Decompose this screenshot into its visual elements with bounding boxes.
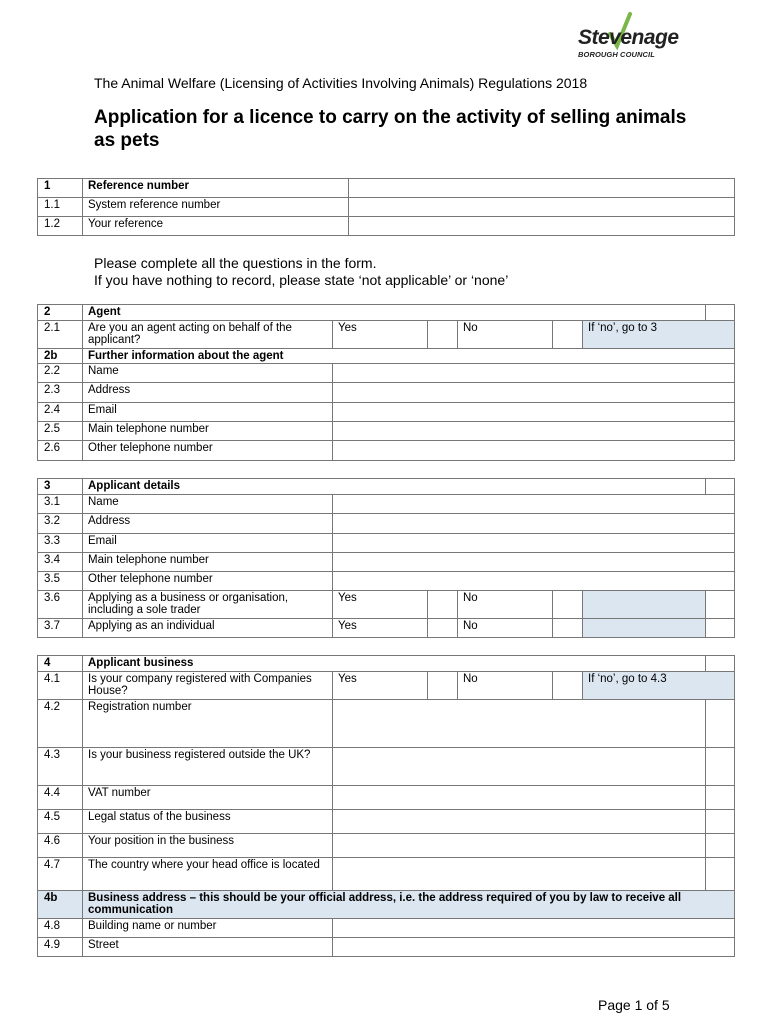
row-number: 2.1 [38,320,83,348]
logo-wordmark: Stevenage [578,26,679,49]
no-label: No [458,590,553,618]
instructions [94,255,508,289]
agent-table [37,304,735,461]
legal-status-field[interactable] [333,809,706,833]
question-label: Is your company registered with Companies House? [83,671,333,699]
question-label: Is your business registered outside the UK? [83,747,333,785]
row-number: 1 [38,179,83,198]
row-number: 3.1 [38,494,83,513]
section-heading: Business address – this should be your official address, i.e. the address required of you by law to receive all communication [83,890,735,918]
question-label: Name [83,364,333,383]
row-number: 2 [38,305,83,321]
question-label: Applying as an individual [83,618,333,637]
blank-cell [706,656,735,672]
question-label: Applying as a business or organisation, including a sole trader [83,590,333,618]
no-label: No [458,671,553,699]
question-label: Other telephone number [83,571,333,590]
applicant-name-field[interactable] [333,494,735,513]
section-heading: Reference number [83,179,349,198]
question-label: Address [83,383,333,403]
applicant-other-phone-field[interactable] [333,571,735,590]
street-field[interactable] [333,937,735,956]
question-label: The country where your head office is located [83,857,333,890]
row-number: 2.6 [38,441,83,461]
row-number: 2.5 [38,422,83,441]
logo-subtitle: BOROUGH COUNCIL [578,50,655,59]
row-number: 4b [38,890,83,918]
agent-other-phone-field[interactable] [333,441,735,461]
row-number: 3.4 [38,552,83,571]
blank-cell [706,809,735,833]
row-number: 3.7 [38,618,83,637]
registered-outside-uk-field[interactable] [333,747,706,785]
blank-cell [706,699,735,747]
blank-cell [706,479,735,495]
row-number: 4.8 [38,918,83,937]
question-label: Street [83,937,333,956]
question-label: Your position in the business [83,833,333,857]
question-label: Other telephone number [83,441,333,461]
page-title: Application for a licence to carry on the activity of selling animals as pets [94,107,687,151]
question-label: Registration number [83,699,333,747]
section-heading: Agent [83,305,706,321]
instruction-line: If you have nothing to record, please state ‘not applicable’ or ‘none’ [94,272,509,288]
yes-label: Yes [333,618,428,637]
question-label: Are you an agent acting on behalf of the applicant? [83,320,333,348]
head-office-country-field[interactable] [333,857,706,890]
council-logo [578,12,678,60]
row-number: 3.2 [38,513,83,533]
your-reference-field[interactable] [349,217,735,236]
skip-note: If ‘no’, go to 3 [583,320,735,348]
yes-label: Yes [333,320,428,348]
row-number: 4.2 [38,699,83,747]
no-label: No [458,618,553,637]
row-number: 4.1 [38,671,83,699]
applicant-address-field[interactable] [333,513,735,533]
row-number: 4.5 [38,809,83,833]
blank-cell [706,618,735,637]
question-label: VAT number [83,785,333,809]
question-label: Building name or number [83,918,333,937]
row-number: 4.3 [38,747,83,785]
no-checkbox[interactable] [553,618,583,637]
row-number: 2b [38,348,83,364]
business-table [37,655,735,957]
building-field[interactable] [333,918,735,937]
agent-address-field[interactable] [333,383,735,403]
yes-checkbox[interactable] [428,671,458,699]
section-heading: Applicant business [83,656,706,672]
reference-table [37,178,735,236]
answer-cell[interactable] [349,179,735,198]
question-label: Main telephone number [83,422,333,441]
question-label: System reference number [83,198,349,217]
yes-label: Yes [333,671,428,699]
question-label: Your reference [83,217,349,236]
agent-email-field[interactable] [333,403,735,422]
shaded-cell [583,590,706,618]
agent-name-field[interactable] [333,364,735,383]
yes-checkbox[interactable] [428,590,458,618]
row-number: 4.4 [38,785,83,809]
skip-note: If ‘no’, go to 4.3 [583,671,735,699]
question-label: Email [83,533,333,552]
row-number: 4.9 [38,937,83,956]
vat-number-field[interactable] [333,785,706,809]
row-number: 2.2 [38,364,83,383]
row-number: 3.6 [38,590,83,618]
blank-cell [706,857,735,890]
applicant-email-field[interactable] [333,533,735,552]
blank-cell [706,833,735,857]
yes-checkbox[interactable] [428,618,458,637]
section-heading: Further information about the agent [83,348,735,364]
no-checkbox[interactable] [553,320,583,348]
blank-cell [706,305,735,321]
row-number: 3.5 [38,571,83,590]
shaded-cell [583,618,706,637]
row-number: 1.2 [38,217,83,236]
yes-label: Yes [333,590,428,618]
position-field[interactable] [333,833,706,857]
row-number: 3 [38,479,83,495]
row-number: 2.4 [38,403,83,422]
registration-number-field[interactable] [333,699,706,747]
row-number: 3.3 [38,533,83,552]
blank-cell [706,785,735,809]
row-number: 4 [38,656,83,672]
applicant-main-phone-field[interactable] [333,552,735,571]
agent-main-phone-field[interactable] [333,422,735,441]
no-label: No [458,320,553,348]
question-label: Address [83,513,333,533]
blank-cell [706,590,735,618]
no-checkbox[interactable] [553,590,583,618]
question-label: Email [83,403,333,422]
question-label: Main telephone number [83,552,333,571]
no-checkbox[interactable] [553,671,583,699]
applicant-table [37,478,735,638]
row-number: 2.3 [38,383,83,403]
blank-cell [706,747,735,785]
row-number: 4.7 [38,857,83,890]
section-heading: Applicant details [83,479,706,495]
row-number: 1.1 [38,198,83,217]
row-number: 4.6 [38,833,83,857]
yes-checkbox[interactable] [428,320,458,348]
page-number: Page 1 of 5 [598,997,670,1013]
instruction-line: Please complete all the questions in the form. [94,255,377,271]
question-label: Legal status of the business [83,809,333,833]
regulations-heading: The Animal Welfare (Licensing of Activities Involving Animals) Regulations 2018 [94,75,588,91]
question-label: Name [83,494,333,513]
system-reference-field[interactable] [349,198,735,217]
